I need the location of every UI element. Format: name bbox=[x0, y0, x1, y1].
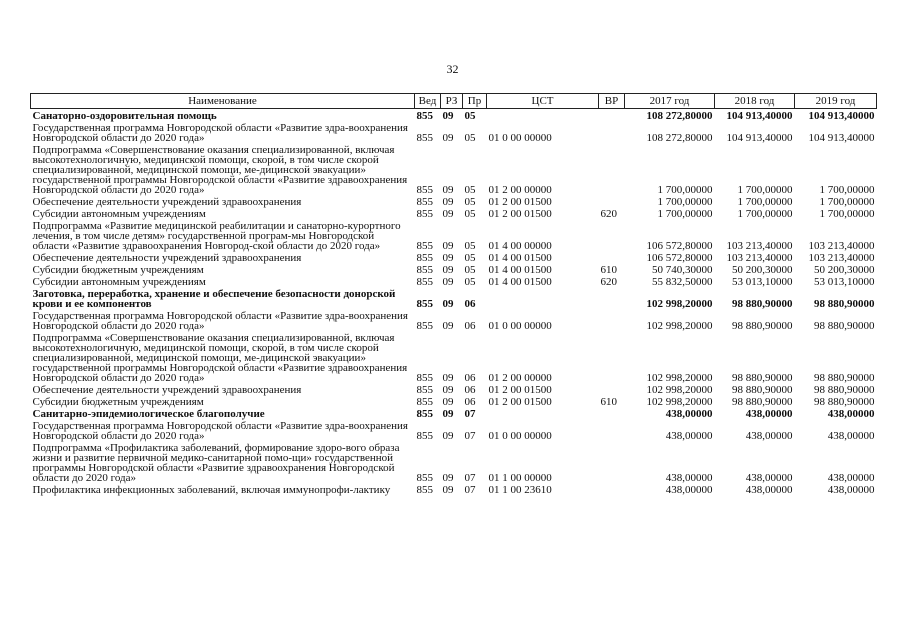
cell-name: Субсидии автономным учреждениям bbox=[32, 276, 206, 288]
col-header-rz: РЗ bbox=[441, 94, 463, 109]
cell-cst: 01 0 00 00000 bbox=[488, 320, 552, 332]
cell-2019: 438,00000 bbox=[827, 408, 875, 420]
cell-pr: 06 bbox=[464, 384, 476, 396]
cell-ved: 855 bbox=[416, 110, 433, 122]
cell-2019: 98 880,90000 bbox=[814, 396, 875, 408]
cell-vr bbox=[599, 143, 625, 195]
cell-vr: 620 bbox=[600, 276, 617, 288]
cell-rz: 09 bbox=[442, 298, 454, 310]
cell-ved: 855 bbox=[416, 408, 433, 420]
cell-2018: 50 200,30000 bbox=[732, 264, 793, 276]
cell-rz: 09 bbox=[442, 484, 454, 496]
cell-2018: 98 880,90000 bbox=[732, 384, 793, 396]
table-row bbox=[31, 195, 877, 207]
cell-name: Профилактика инфекционных заболеваний, включая иммунопрофи-лактику bbox=[32, 484, 391, 496]
cell-rz: 09 bbox=[442, 320, 454, 332]
cell-vr bbox=[599, 483, 625, 495]
cell-2017: 438,00000 bbox=[665, 430, 713, 442]
cell-ved: 855 bbox=[416, 184, 433, 196]
cell-ved: 855 bbox=[416, 384, 433, 396]
cell-vr bbox=[599, 251, 625, 263]
cell-2018: 1 700,00000 bbox=[737, 208, 793, 220]
cell-rz: 09 bbox=[442, 252, 454, 264]
table-row bbox=[31, 143, 877, 195]
cell-cst bbox=[487, 407, 599, 419]
col-header-2018: 2018 год bbox=[715, 94, 795, 109]
cell-rz: 09 bbox=[442, 372, 454, 384]
cell-vr: 610 bbox=[600, 264, 617, 276]
table-row bbox=[31, 207, 877, 219]
cell-cst: 01 1 00 23610 bbox=[488, 484, 552, 496]
cell-2017: 106 572,80000 bbox=[646, 252, 713, 264]
cell-cst: 01 1 00 00000 bbox=[488, 472, 552, 484]
cell-2018: 98 880,90000 bbox=[732, 320, 793, 332]
cell-2019: 98 880,90000 bbox=[814, 372, 875, 384]
cell-ved: 855 bbox=[416, 472, 433, 484]
cell-ved: 855 bbox=[416, 372, 433, 384]
cell-rz: 09 bbox=[442, 240, 454, 252]
cell-rz: 09 bbox=[442, 110, 454, 122]
cell-2019: 438,00000 bbox=[827, 472, 875, 484]
cell-name: Санаторно-оздоровительная помощь bbox=[32, 110, 217, 122]
cell-vr bbox=[599, 219, 625, 251]
cell-2017: 50 740,30000 bbox=[652, 264, 713, 276]
cell-ved: 855 bbox=[416, 208, 433, 220]
table-row bbox=[31, 275, 877, 287]
cell-pr: 05 bbox=[464, 240, 476, 252]
cell-2018: 1 700,00000 bbox=[737, 196, 793, 208]
cell-cst: 01 0 00 00000 bbox=[488, 430, 552, 442]
col-header-name: Наименование bbox=[31, 94, 415, 109]
cell-rz: 09 bbox=[442, 264, 454, 276]
cell-2018: 438,00000 bbox=[745, 408, 793, 420]
cell-pr: 05 bbox=[464, 264, 476, 276]
cell-name: Подпрограмма «Совершенствование оказания специализированной, включая высокотехнологичную, медицинской помощи, скорой, в том числе скорой специализированной, медицинской помощи, ме-дицинской эвакуации» государственной программы Новгородской области «Развитие здравоохранения Новгородской области до 2020 года» bbox=[32, 332, 408, 384]
table-row bbox=[31, 395, 877, 407]
cell-rz: 09 bbox=[442, 184, 454, 196]
cell-rz: 09 bbox=[442, 384, 454, 396]
table-row bbox=[31, 483, 877, 495]
cell-2017: 438,00000 bbox=[665, 484, 713, 496]
cell-2017: 102 998,20000 bbox=[646, 298, 713, 310]
cell-cst: 01 4 00 00000 bbox=[488, 240, 552, 252]
cell-pr: 07 bbox=[464, 484, 476, 496]
cell-cst: 01 2 00 01500 bbox=[488, 208, 552, 220]
cell-2017: 1 700,00000 bbox=[657, 196, 713, 208]
cell-vr: 610 bbox=[600, 396, 617, 408]
cell-2019: 438,00000 bbox=[827, 484, 875, 496]
cell-2017: 102 998,20000 bbox=[646, 320, 713, 332]
cell-2019: 104 913,40000 bbox=[808, 110, 875, 122]
cell-pr: 07 bbox=[464, 408, 476, 420]
cell-2019: 1 700,00000 bbox=[819, 196, 875, 208]
cell-2019: 98 880,90000 bbox=[814, 384, 875, 396]
cell-2017: 108 272,80000 bbox=[646, 110, 713, 122]
cell-2017: 438,00000 bbox=[665, 472, 713, 484]
cell-vr bbox=[599, 309, 625, 331]
cell-name: Обеспечение деятельности учреждений здравоохранения bbox=[32, 196, 302, 208]
cell-2019: 103 213,40000 bbox=[808, 240, 875, 252]
col-header-vr: ВР bbox=[599, 94, 625, 109]
cell-cst: 01 2 00 00000 bbox=[488, 372, 552, 384]
cell-vr bbox=[599, 109, 625, 122]
cell-vr bbox=[599, 121, 625, 143]
table-row bbox=[31, 441, 877, 483]
cell-rz: 09 bbox=[442, 396, 454, 408]
table-row bbox=[31, 219, 877, 251]
cell-pr: 06 bbox=[464, 372, 476, 384]
cell-pr: 05 bbox=[464, 252, 476, 264]
cell-rz: 09 bbox=[442, 472, 454, 484]
cell-pr: 05 bbox=[464, 208, 476, 220]
col-header-ved: Вед bbox=[415, 94, 441, 109]
cell-cst: 01 2 00 01500 bbox=[488, 196, 552, 208]
cell-rz: 09 bbox=[442, 208, 454, 220]
cell-pr: 06 bbox=[464, 298, 476, 310]
cell-2017: 438,00000 bbox=[665, 408, 713, 420]
cell-pr: 06 bbox=[464, 320, 476, 332]
cell-ved: 855 bbox=[416, 484, 433, 496]
cell-ved: 855 bbox=[416, 132, 433, 144]
cell-2018: 103 213,40000 bbox=[726, 252, 793, 264]
cell-name: Подпрограмма «Развитие медицинской реабилитации и санаторно-курортного лечения, в том числе детям» государственной програм-мы Новгородской области «Развитие здравоохранения Новгород-ской области до 2020 года» bbox=[32, 220, 401, 252]
cell-name: Государственная программа Новгородской области «Развитие здра-воохранения Новгородской области до 2020 года» bbox=[32, 420, 408, 442]
cell-cst: 01 2 00 00000 bbox=[488, 184, 552, 196]
cell-2018: 98 880,90000 bbox=[732, 298, 793, 310]
cell-pr: 05 bbox=[464, 196, 476, 208]
cell-ved: 855 bbox=[416, 196, 433, 208]
cell-rz: 09 bbox=[442, 408, 454, 420]
col-header-cst: ЦСТ bbox=[487, 94, 599, 109]
cell-pr: 05 bbox=[464, 110, 476, 122]
cell-cst bbox=[487, 287, 599, 309]
cell-vr bbox=[599, 195, 625, 207]
cell-cst: 01 2 00 01500 bbox=[488, 384, 552, 396]
cell-2019: 1 700,00000 bbox=[819, 208, 875, 220]
cell-2017: 102 998,20000 bbox=[646, 372, 713, 384]
cell-cst: 01 4 00 01500 bbox=[488, 276, 552, 288]
cell-2019: 103 213,40000 bbox=[808, 252, 875, 264]
cell-ved: 855 bbox=[416, 276, 433, 288]
cell-name: Субсидии бюджетным учреждениям bbox=[32, 264, 204, 276]
cell-ved: 855 bbox=[416, 430, 433, 442]
budget-table bbox=[30, 93, 877, 495]
table-row bbox=[31, 287, 877, 309]
cell-2017: 1 700,00000 bbox=[657, 184, 713, 196]
cell-rz: 09 bbox=[442, 276, 454, 288]
cell-pr: 07 bbox=[464, 472, 476, 484]
cell-vr: 620 bbox=[600, 208, 617, 220]
cell-2018: 104 913,40000 bbox=[726, 110, 793, 122]
cell-2019: 50 200,30000 bbox=[814, 264, 875, 276]
cell-pr: 06 bbox=[464, 396, 476, 408]
cell-2017: 106 572,80000 bbox=[646, 240, 713, 252]
table-body bbox=[31, 109, 877, 496]
table-row bbox=[31, 383, 877, 395]
cell-vr bbox=[599, 331, 625, 383]
cell-vr bbox=[599, 441, 625, 483]
table-row bbox=[31, 263, 877, 275]
cell-vr bbox=[599, 287, 625, 309]
cell-name: Государственная программа Новгородской области «Развитие здра-воохранения Новгородской области до 2020 года» bbox=[32, 122, 408, 144]
cell-2018: 438,00000 bbox=[745, 430, 793, 442]
cell-cst bbox=[487, 109, 599, 122]
cell-name: Субсидии автономным учреждениям bbox=[32, 208, 206, 220]
cell-name: Заготовка, переработка, хранение и обеспечение безопасности донорской крови и ее компонентов bbox=[32, 288, 396, 310]
col-header-2017: 2017 год bbox=[625, 94, 715, 109]
cell-2017: 108 272,80000 bbox=[646, 132, 713, 144]
table-row bbox=[31, 121, 877, 143]
cell-ved: 855 bbox=[416, 396, 433, 408]
cell-name: Подпрограмма «Совершенствование оказания специализированной, включая высокотехнологичную, медицинской помощи, скорой, в том числе скорой специализированной, медицинской помощи, ме-дицинской эвакуации» государственной программы Новгородской области «Развитие здравоохранения Новгородской области до 2020 года» bbox=[32, 144, 408, 196]
table-row bbox=[31, 331, 877, 383]
cell-rz: 09 bbox=[442, 196, 454, 208]
cell-ved: 855 bbox=[416, 240, 433, 252]
table-row bbox=[31, 251, 877, 263]
cell-name: Санитарно-эпидемиологическое благополучие bbox=[32, 408, 265, 420]
col-header-pr: Пр bbox=[463, 94, 487, 109]
cell-rz: 09 bbox=[442, 132, 454, 144]
cell-ved: 855 bbox=[416, 298, 433, 310]
table-row bbox=[31, 109, 877, 122]
cell-pr: 05 bbox=[464, 132, 476, 144]
cell-cst: 01 2 00 01500 bbox=[488, 396, 552, 408]
cell-name: Обеспечение деятельности учреждений здравоохранения bbox=[32, 252, 302, 264]
cell-cst: 01 0 00 00000 bbox=[488, 132, 552, 144]
cell-vr bbox=[599, 383, 625, 395]
cell-vr bbox=[599, 407, 625, 419]
cell-name: Субсидии бюджетным учреждениям bbox=[32, 396, 204, 408]
cell-2017: 55 832,50000 bbox=[652, 276, 713, 288]
table-row bbox=[31, 309, 877, 331]
cell-pr: 07 bbox=[464, 430, 476, 442]
page-number: 32 bbox=[446, 62, 459, 76]
cell-2018: 104 913,40000 bbox=[726, 132, 793, 144]
cell-rz: 09 bbox=[442, 430, 454, 442]
table-row bbox=[31, 407, 877, 419]
cell-2019: 53 013,10000 bbox=[814, 276, 875, 288]
cell-2018: 98 880,90000 bbox=[732, 372, 793, 384]
cell-ved: 855 bbox=[416, 320, 433, 332]
cell-2019: 98 880,90000 bbox=[814, 320, 875, 332]
cell-2019: 104 913,40000 bbox=[808, 132, 875, 144]
cell-2018: 103 213,40000 bbox=[726, 240, 793, 252]
cell-2018: 53 013,10000 bbox=[732, 276, 793, 288]
cell-2018: 98 880,90000 bbox=[732, 396, 793, 408]
cell-pr: 05 bbox=[464, 184, 476, 196]
col-header-2019: 2019 год bbox=[795, 94, 877, 109]
cell-2019: 1 700,00000 bbox=[819, 184, 875, 196]
cell-2017: 102 998,20000 bbox=[646, 396, 713, 408]
table-row bbox=[31, 419, 877, 441]
cell-2019: 98 880,90000 bbox=[814, 298, 875, 310]
cell-pr: 05 bbox=[464, 276, 476, 288]
cell-2018: 1 700,00000 bbox=[737, 184, 793, 196]
cell-name: Подпрограмма «Профилактика заболеваний, формирование здоро-вого образа жизни и развитие первичной медико-санитарной помо-щи» государственной программы Новгородской области «Развитие здравоохранения Новгородской области до 2020 года» bbox=[32, 442, 400, 484]
cell-2018: 438,00000 bbox=[745, 472, 793, 484]
cell-2017: 102 998,20000 bbox=[646, 384, 713, 396]
cell-name: Обеспечение деятельности учреждений здравоохранения bbox=[32, 384, 302, 396]
cell-cst: 01 4 00 01500 bbox=[488, 252, 552, 264]
cell-2017: 1 700,00000 bbox=[657, 208, 713, 220]
cell-2018: 438,00000 bbox=[745, 484, 793, 496]
cell-ved: 855 bbox=[416, 264, 433, 276]
cell-name: Государственная программа Новгородской области «Развитие здра-воохранения Новгородской области до 2020 года» bbox=[32, 310, 408, 332]
cell-2019: 438,00000 bbox=[827, 430, 875, 442]
cell-vr bbox=[599, 419, 625, 441]
cell-ved: 855 bbox=[416, 252, 433, 264]
table-header bbox=[31, 94, 877, 109]
cell-cst: 01 4 00 01500 bbox=[488, 264, 552, 276]
